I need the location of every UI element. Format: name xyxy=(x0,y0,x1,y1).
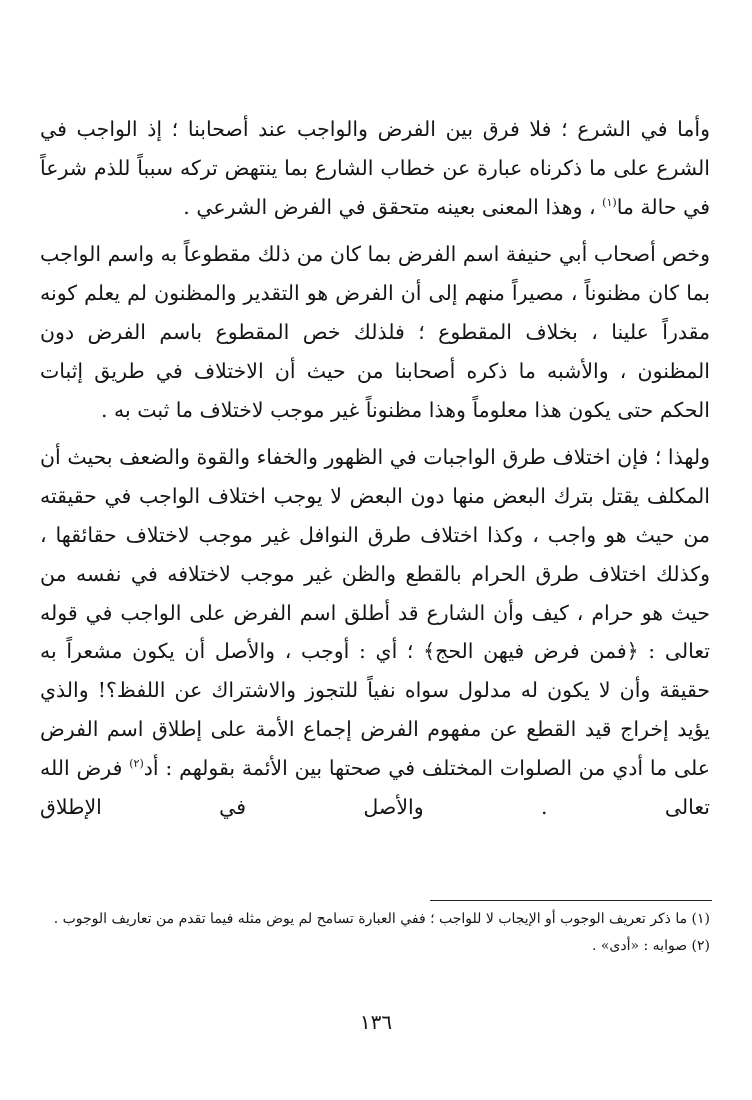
footnote-divider xyxy=(430,900,712,901)
paragraph-3-tail: فرض الله تعالى . والأصل في الإطلاق xyxy=(40,755,710,819)
footnote-1: (١) ما ذكر تعريف الوجوب أو الإيجاب لا للواجب ؛ ففي العبارة تسامح لم يوض مثله فيما تقدم من تعاريف الوجوب . xyxy=(53,911,710,927)
paragraph-3-text: ولهذا ؛ فإن اختلاف طرق الواجبات في الظهور والخفاء والقوة والضعف بحيث أن المكلف يقتل بترك البعض منها دون البعض لا يوجب اختلاف الواجب في حقيقته من حيث هو واجب ، وكذا اختلاف طرق النوافل غير موجب لاختلاف حقائقها ، وكذلك اختلاف طرق الحرام بالقطع والظن غير موجب لاختلافه في نفسه من حيث هو حرام ، كيف وأن الشارع قد أطلق اسم الفرض على الواجب في قوله تعالى : ﴿فمن فرض فيهن الحج﴾ ؛ أي : أوجب ، والأصل أن يكون مشعراً به حقيقة وأن لا يكون له مدلول سواه نفياً للتجوز والاشتراك عن اللفظ؟! والذي يؤيد إخراج قيد القطع عن مفهوم الفرض إجماع الأمة على إطلاق اسم الفرض على ما أدي من الصلوات المختلف في صحتها بين الأئمة بقولهم : أد xyxy=(40,445,710,780)
footnote-ref-1: (١) xyxy=(602,195,617,209)
footnote-ref-2: (٢) xyxy=(129,756,144,770)
paragraph-2: وخص أصحاب أبي حنيفة اسم الفرض بما كان من ذلك مقطوعاً به واسم الواجب بما كان مظنوناً ، مصيراً منهم إلى أن الفرض هو التقدير والمظنون لم يعلم كونه مقدراً علينا ، بخلاف المقطوع ؛ فلذلك خص المقطوع باسم الفرض دون المظنون ، والأشبه ما ذكره أصحابنا من حيث أن الاختلاف في طريق إثبات الحكم حتى يكون هذا معلوماً وهذا مظنوناً غير موجب لاختلاف ما ثبت به . xyxy=(40,242,710,422)
paragraph-1-text: وأما في الشرع ؛ فلا فرق بين الفرض والواجب عند أصحابنا ؛ إذ الواجب في الشرع على ما ذكرناه عبارة عن خطاب الشارع بما ينتهض تركه سبباً للذم شرعاً في حالة ما xyxy=(40,117,710,219)
footnotes xyxy=(40,906,710,960)
page-number: ١٣٦ xyxy=(359,1010,393,1034)
paragraph-1-tail: ، وهذا المعنى بعينه متحقق في الفرض الشرعي . xyxy=(183,194,603,219)
paragraph-3 xyxy=(40,438,710,826)
paragraph-1 xyxy=(40,110,710,226)
footnote-2: (٢) صوابه : «أدى» . xyxy=(591,938,710,954)
main-text xyxy=(40,110,710,826)
